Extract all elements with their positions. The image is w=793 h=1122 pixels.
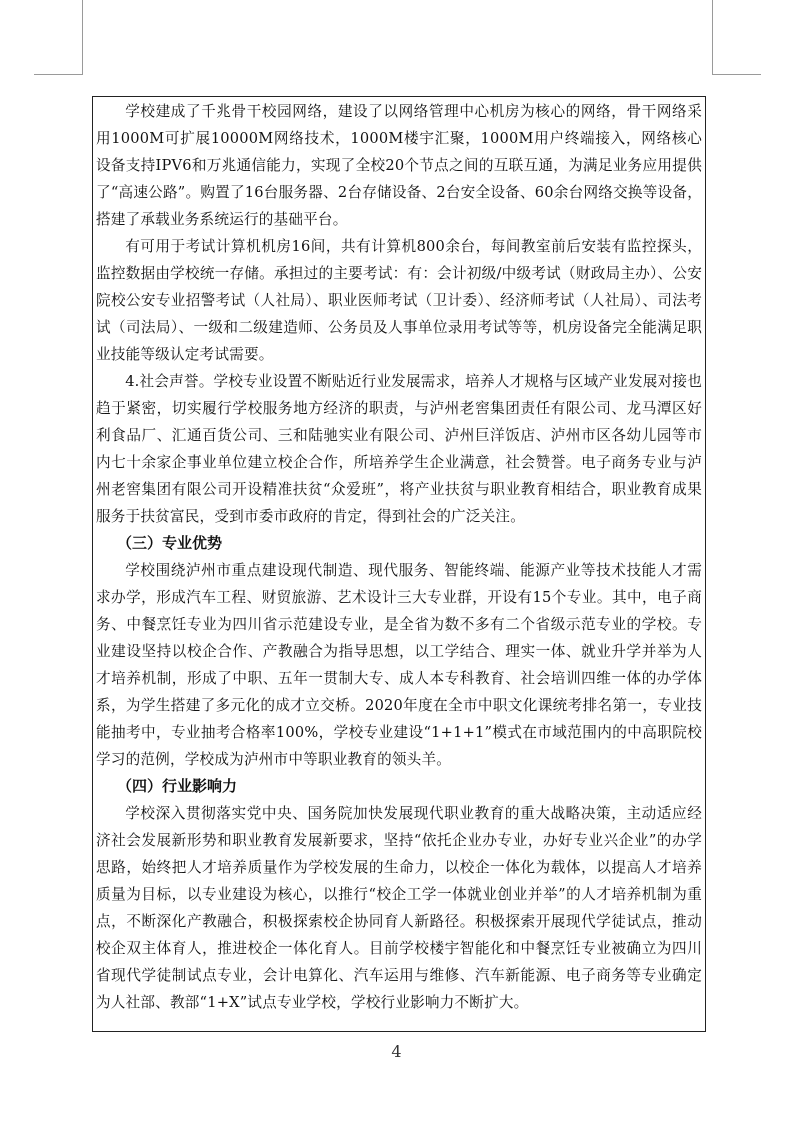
paragraph-social-reputation: 4.社会声誉。学校专业设置不断贴近行业发展需求，培养人才规格与区域产业发展对接也趋于紧密，切实履行学校服务地方经济的职责，与泸州老窖集团责任有限公司、龙马潭区好利食品厂、汇通百货公司、三和陆驰实业有限公司、泸州巨洋饭店、泸州市区各幼儿园等市内七十余家企事业单位建立校企合作，所培养学生企业满意，社会赞誉。电子商务专业与泸州老窖集团有限公司开设精准扶贫“众爱班”，将产业扶贫与职业教育相结合，职业教育成果服务于扶贫富民，受到市委市政府的肯定，得到社会的广泛关注。 xyxy=(96,373,702,525)
paragraph-major-advantages: 学校围绕泸州市重点建设现代制造、现代服务、智能终端、能源产业等技术技能人才需求办学，形成汽车工程、财贸旅游、艺术设计三大专业群，开设有15个专业。其中，电子商务、中餐烹饪专业为四川省示范建设专业，是全省为数不多有二个省级示范专业的学校。专业建设坚持以校企合作、产教融合为指导思想，以工学结合、理实一体、就业升学并举为人才培养机制，形成了中职、五年一贯制大专、成人本专科教育、社会培训四维一体的办学体系，为学生搭建了多元化的成才立交桥。2020年度在全市中职文化课统考排名第一，专业技能抽考中，专业抽考合格率100%，学校专业建设“1+1+1”模式在市域范围内的中高职院校学习的范例，学校成为泸州市中等职业教育的领头羊。 xyxy=(96,562,702,768)
paragraph-network: 学校建成了千兆骨干校园网络，建设了以网络管理中心机房为核心的网络，骨干网络采用1000M可扩展10000M网络技术，1000M楼宇汇聚，1000M用户终端接入，网络核心设备支持IPV6和万兆通信能力，实现了全校20个节点之间的互联互通，为满足业务应用提供了“高速公路”。购置了16台服务器、2台存储设备、2台安全设备、60余台网络交换等设备，搭建了承载业务系统运行的基础平台。 xyxy=(96,103,702,228)
document-body xyxy=(92,98,706,1016)
crop-mark-top-left xyxy=(34,0,83,75)
paragraph-industry-influence: 学校深入贯彻落实党中央、国务院加快发展现代职业教育的重大战略决策，主动适应经济社会发展新形势和职业教育发展新要求，坚持“依托企业办专业，办好专业兴企业”的办学思路，始终把人才培养质量作为学校发展的生命力，以校企一体化为载体，以提高人才培养质量为目标，以专业建设为核心，以推行“校企工学一体就业创业并举”的人才培养机制为重点，不断深化产教融合，积极探索校企协同育人新路径。积极探索开展现代学徒试点，推动校企双主体育人，推进校企一体化育人。目前学校楼宇智能化和中餐烹饪专业被确立为四川省现代学徒制试点专业，会计电算化、汽车运用与维修、汽车新能源、电子商务等专业确定为人社部、教部“1+X”试点专业学校，学校行业影响力不断扩大。 xyxy=(96,805,702,1011)
section-heading-major-advantages: （三）专业优势 xyxy=(117,534,223,552)
crop-mark-top-right xyxy=(712,0,761,75)
page-number: 4 xyxy=(391,1042,402,1061)
section-heading-industry-influence: （四）行业影响力 xyxy=(117,777,238,795)
paragraph-exam-rooms: 有可用于考试计算机机房16间，共有计算机800余台，每间教室前后安装有监控探头，监控数据由学校统一存储。承担过的主要考试：有：会计初级/中级考试（财政局主办）、公安院校公安专业招警考试（人社局）、职业医师考试（卫计委）、经济师考试（人社局）、司法考试（司法局）、一级和二级建造师、公务员及人事单位录用考试等等，机房设备完全能满足职业技能等级认定考试需要。 xyxy=(96,238,702,363)
